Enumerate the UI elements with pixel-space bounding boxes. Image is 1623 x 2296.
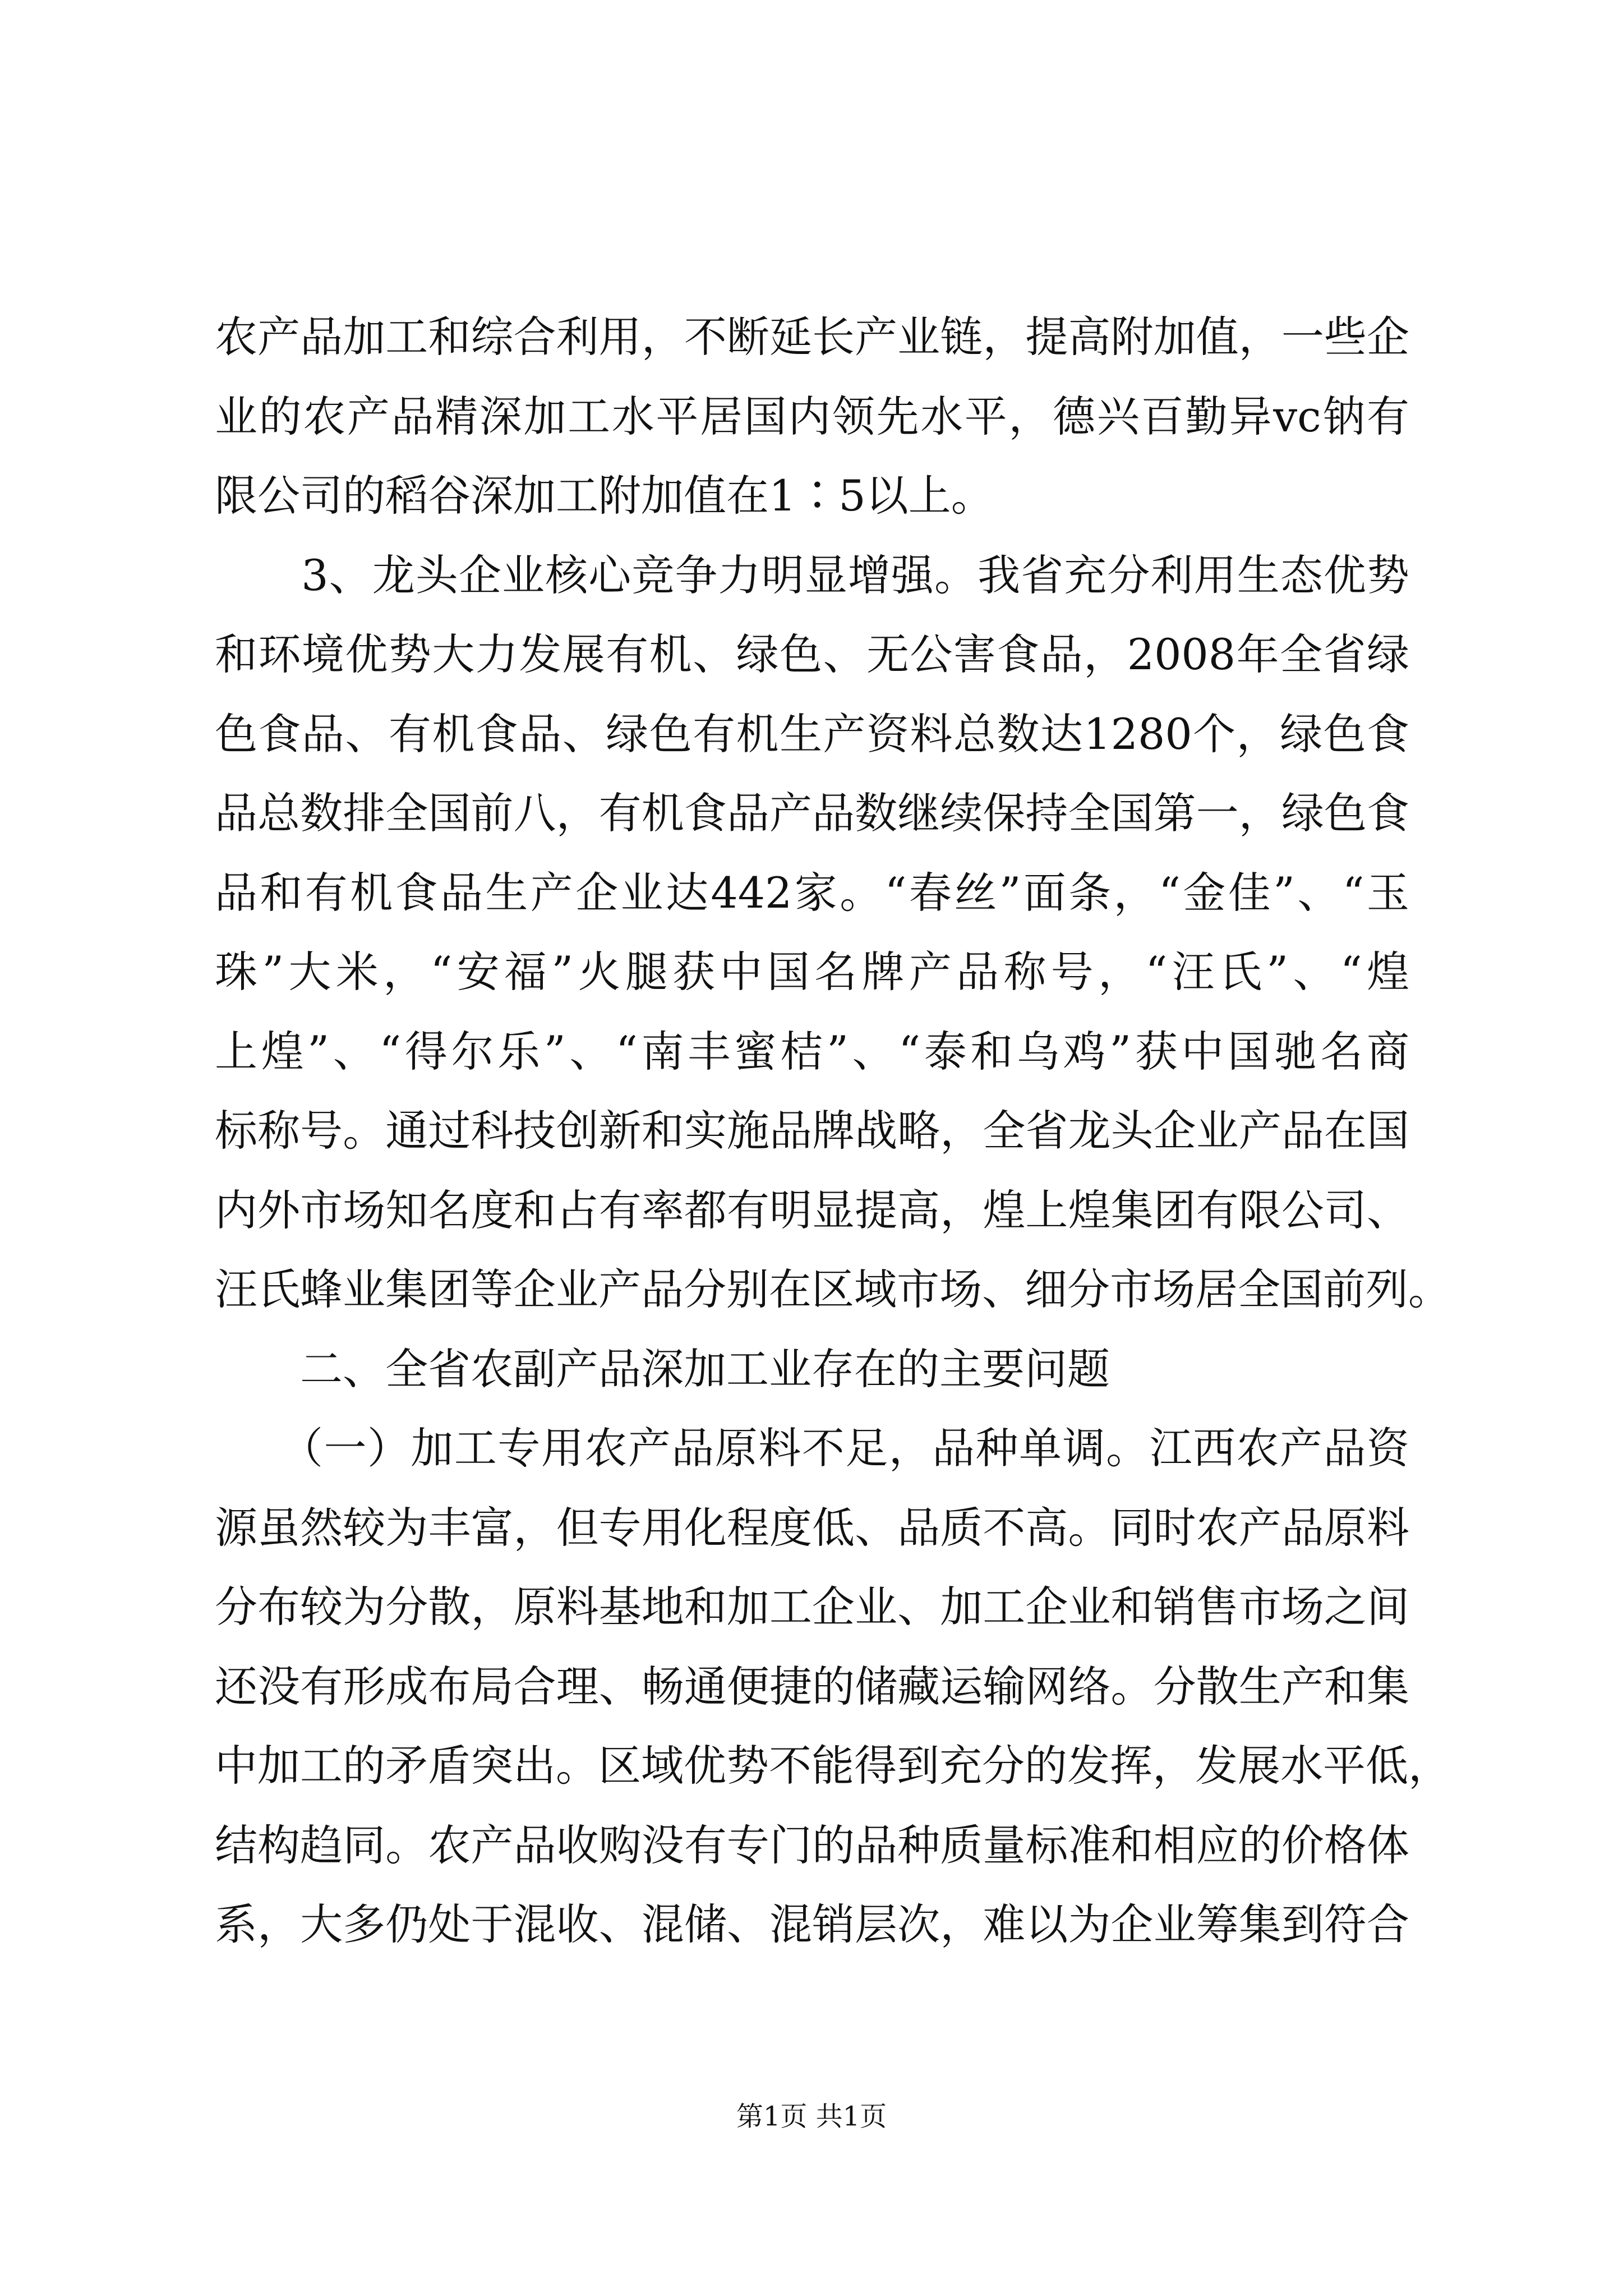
- text-line: 上煌”、“得尔乐”、“南丰蜜桔”、“泰和乌鸡”获中国驰名商: [215, 1026, 1409, 1076]
- text-line: 结构趋同。农产品收购没有专门的品种质量标准和相应的价格体: [215, 1820, 1409, 1870]
- text-line: 汪氏蜂业集团等企业产品分别在区域市场、细分市场居全国前列。: [215, 1264, 1451, 1314]
- text-line: 珠”大米，“安福”火腿获中国名牌产品称号，“汪氏”、“煌: [215, 947, 1409, 997]
- text-line: 和环境优势大力发展有机、绿色、无公害食品，2008年全省绿: [215, 629, 1409, 679]
- text-line: 中加工的矛盾突出。区域优势不能得到充分的发挥，发展水平低，: [215, 1741, 1451, 1791]
- text-line: 品总数排全国前八，有机食品产品数继续保持全国第一，绿色食: [215, 788, 1409, 838]
- text-line: 3、龙头企业核心竞争力明显增强。我省充分利用生态优势: [215, 550, 1409, 600]
- text-line: 限公司的稻谷深加工附加值在1∶5以上。: [215, 471, 994, 521]
- text-line: 源虽然较为丰富，但专用化程度低、品质不高。同时农产品原料: [215, 1502, 1409, 1553]
- page-footer: 第1页 共1页: [736, 2101, 887, 2132]
- text-line: （一）加工专用农产品原料不足，品种单调。江西农产品资: [215, 1423, 1409, 1473]
- text-line: 分布较为分散，原料基地和加工企业、加工企业和销售市场之间: [215, 1582, 1409, 1632]
- text-line: 农产品加工和综合利用，不断延长产业链，提高附加值，一些企: [215, 312, 1409, 362]
- text-line: 品和有机食品生产企业达442家。“春丝”面条，“金佳”、“玉: [215, 867, 1409, 918]
- text-line: 内外市场知名度和占有率都有明显提高，煌上煌集团有限公司、: [215, 1185, 1409, 1235]
- text-line: 标称号。通过科技创新和实施品牌战略，全省龙头企业产品在国: [215, 1106, 1409, 1156]
- text-line: 系，大多仍处于混收、混储、混销层次，难以为企业筹集到符合: [215, 1899, 1409, 1949]
- document-body: [215, 297, 1451, 1964]
- text-line: 还没有形成布局合理、畅通便捷的储藏运输网络。分散生产和集: [215, 1661, 1409, 1711]
- text-line: 色食品、有机食品、绿色有机生产资料总数达1280个，绿色食: [215, 708, 1409, 759]
- section-heading: 二、全省农副产品深加工业存在的主要问题: [215, 1343, 1110, 1394]
- text-line: 业的农产品精深加工水平居国内领先水平，德兴百勤异vc钠有: [215, 391, 1409, 441]
